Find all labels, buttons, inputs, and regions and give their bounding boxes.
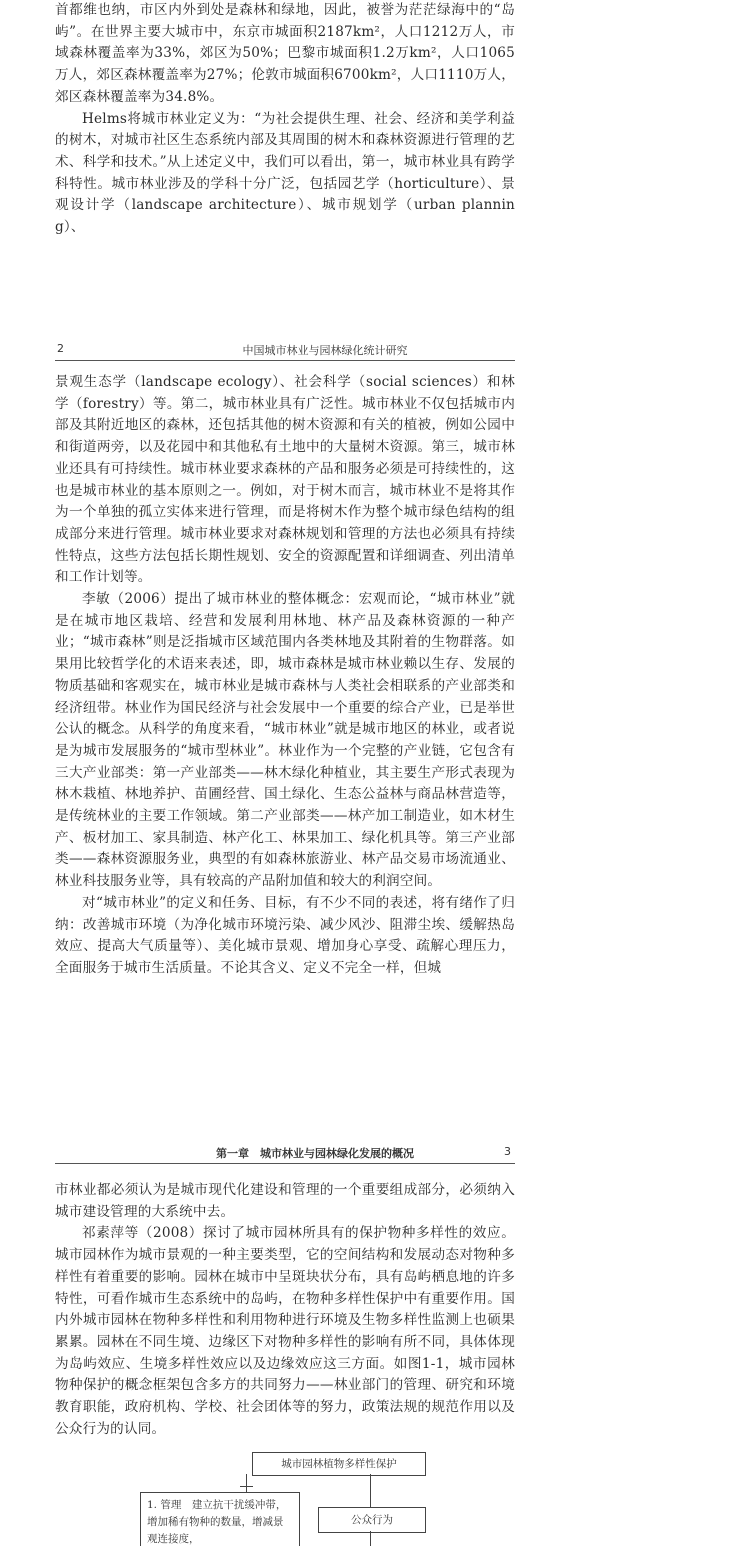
paragraph: 李敏（2006）提出了城市林业的整体概念：宏观而论，“城市林业”就是在城市地区栽培、经营和发展利用林地、林产品及森林资源的一种产业；“城市森林”则是泛指城市区域范围内各类林地及其附着的生物群落。如果用比较哲学化的术语来表述，即，城市森林是城市林业赖以生存、发展的物质基础和客观实在，城市林业是城市森林与人类社会相联系的产业部类和经济纽带。林业作为国民经济与社会发展中一个重要的综合产业，已是举世公认的概念。从科学的角度来看，“城市林业”就是城市地区的林业，或者说是为城市发展服务的“城市型林业”。林业作为一个完整的产业链，它包含有三大产业部类：第一产业部类——林木绿化种植业，其主要生产形式表现为林木栽植、林地养护、苗圃经营、国土绿化、生态公益林与商品林营造等，是传统林业的主要工作领域。第二产业部类——林产加工制造业，如木材生产、板材加工、家具制造、林产化工、林果加工、绿化机具等。第三产业部类——森林资源服务业，典型的有如森林旅游业、林产品交易市场流通业、林业科技服务业等，具有较高的产品附加值和较大的利润空间。: [55, 591, 515, 890]
paragraph: 市林业都必须认为是城市现代化建设和管理的一个重要组成部分，必须纳入城市建设管理的大系统中去。: [55, 1182, 515, 1220]
paragraph: Helms将城市林业定义为：“为社会提供生理、社会、经济和美学利益的树木，对城市社区生态系统内部及其周围的树木和森林资源进行管理的艺术、科学和技术。”从上述定义中，我们可以看出，第一，城市林业具有跨学科特性。城市林业涉及的学科十分广泛，包括园艺学（horticulture）、景观设计学（landscape architecture）、城市规划学（urban planning）、: [55, 110, 515, 236]
page-number: 3: [504, 1145, 511, 1158]
connector-line: [240, 1486, 253, 1487]
page-3-body: [0, 1180, 515, 1440]
connector-line: [370, 1531, 371, 1546]
page-number: 2: [57, 342, 64, 355]
running-header: [55, 1143, 515, 1164]
management-box: 1. 管理 建立抗干扰缓冲带，增加稀有物种的数量，增减景观连接度，: [140, 1492, 300, 1546]
figure-1-1-diagram: [0, 1452, 750, 1546]
connector-line: [370, 1474, 371, 1507]
running-header: [55, 340, 515, 361]
running-title: 中国城市林业与园林绿化统计研究: [242, 344, 408, 357]
connector-line: [246, 1474, 247, 1492]
figure-title-box: 城市园林植物多样性保护: [252, 1452, 426, 1476]
paragraph: 景观生态学（landscape ecology）、社会科学（social sciences）和林学（forestry）等。第二，城市林业具有广泛性。城市林业不仅包括城市内部及其附近地区的森林，还包括其他的树木资源和有关的植被，例如公园中和街道两旁，以及花园中和其他私有土地中的大量树木资源。第三，城市林业还具有可持续性。城市林业要求森林的产品和服务必须是可持续性的，这也是城市林业的基本原则之一。例如，对于树木而言，城市林业不是将其作为一个单独的孤立实体来进行管理，而是将树木作为整个城市绿色结构的组成部分来进行管理。城市林业要求对森林规划和管理的方法也必须具有持续性特点，这些方法包括长期性规划、安全的资源配置和详细调查、列出清单和工作计划等。: [55, 374, 515, 586]
paragraph: 对“城市林业”的定义和任务、目标，有不少不同的表述，将有绪作了归纳：改善城市环境（为净化城市环境污染、减少风沙、阻滞尘埃、缓解热岛效应、提高大气质量等）、美化城市景观、增加身心享受、疏解心理压力，全面服务于城市生活质量。不论其含义、定义不完全一样，但城: [55, 894, 515, 976]
public-behavior-box: 公众行为: [318, 1507, 426, 1533]
chapter-title: 第一章 城市林业与园林绿化发展的概况: [216, 1147, 414, 1160]
page-1-body: [0, 0, 515, 239]
page-2-body: [0, 372, 515, 980]
paragraph: 祁素萍等（2008）探讨了城市园林所具有的保护物种多样性的效应。城市园林作为城市景观的一种主要类型，它的空间结构和发展动态对物种多样性有着重要的影响。园林在城市中呈斑块状分布，具有岛屿栖息地的许多特性，可看作城市生态系统中的岛屿，在物种多样性保护中有重要作用。国内外城市园林在物种多样性和利用物种进行环境及生物多样性监测上也硕果累累。园林在不同生境、边缘区下对物种多样性的影响有所不同，具体体现为岛屿效应、生境多样性效应以及边缘效应这三方面。如图1-1，城市园林物种保护的概念框架包含多方的共同努力——林业部门的管理、研究和环境教育职能，政府机构、学校、社会团体等的努力，政策法规的规范作用以及公众行为的认同。: [55, 1225, 515, 1437]
paragraph: 首都维也纳，市区内外到处是森林和绿地，因此，被誉为茫茫绿海中的“岛屿”。在世界主要大城市中，东京市城面积2187km²，人口1212万人，市域森林覆盖率为33%，郊区为50%；巴黎市城面积1.2万km²，人口1065万人，郊区森林覆盖率为27%；伦敦市城面积6700km²，人口1110万人，郊区森林覆盖率为34.8%。: [55, 2, 515, 105]
